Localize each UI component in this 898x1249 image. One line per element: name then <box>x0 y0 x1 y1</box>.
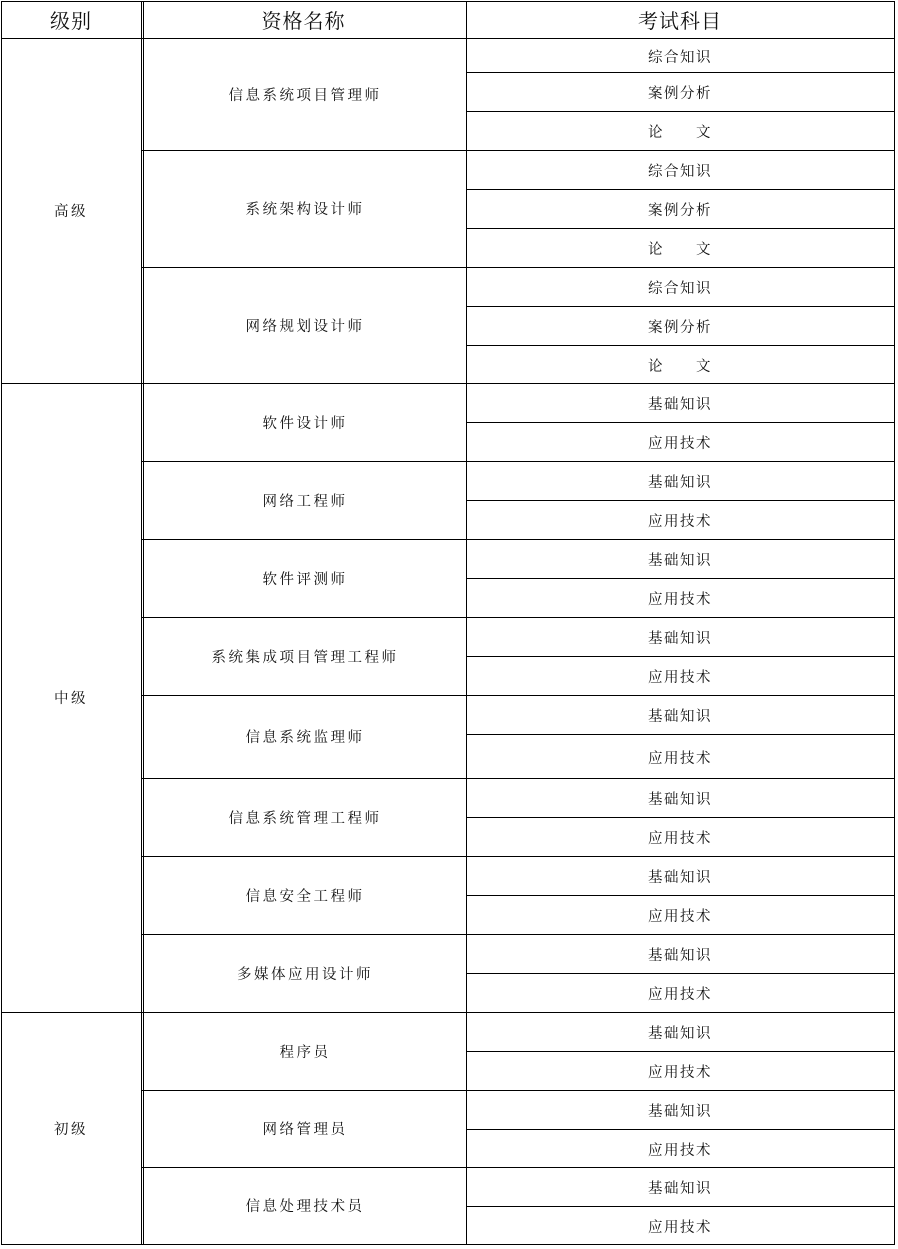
table-rule <box>141 1244 467 1245</box>
table-rule <box>894 1 895 1245</box>
exam-subject-cell: 案例分析 <box>648 203 712 219</box>
qualification-name-cell: 软件评测师 <box>262 571 348 588</box>
exam-subject-cell: 综合知识 <box>648 49 712 66</box>
qualification-name-cell: 网络工程师 <box>262 493 348 510</box>
exam-subject-cell: 应用技术 <box>648 592 712 608</box>
exam-subject-cell: 论 文 <box>648 242 712 258</box>
qualification-name-cell: 信息系统监理师 <box>245 730 365 746</box>
exam-subject-cell: 应用技术 <box>648 987 712 1003</box>
exam-subject-cell: 应用技术 <box>648 514 712 530</box>
exam-subject-cell: 应用技术 <box>648 1142 712 1159</box>
exam-subject-cell: 应用技术 <box>648 750 712 767</box>
table-rule <box>1 1 895 2</box>
table-rule <box>466 1244 895 1245</box>
exam-subject-cell: 基础知识 <box>648 948 712 964</box>
exam-subject-cell: 基础知识 <box>648 397 712 413</box>
exam-subject-cell: 综合知识 <box>648 164 712 180</box>
exam-subject-cell: 基础知识 <box>648 1181 712 1197</box>
qualification-name-cell: 网络规划设计师 <box>245 318 365 335</box>
level-cell: 中级 <box>54 691 88 707</box>
qualification-name-cell: 信息安全工程师 <box>245 888 365 905</box>
qualification-name-cell: 网络管理员 <box>262 1122 348 1138</box>
table-rule <box>1 1244 144 1245</box>
header-exam-subjects: 考试科目 <box>638 9 722 33</box>
exam-subject-cell: 应用技术 <box>648 670 712 686</box>
exam-subject-cell: 基础知识 <box>648 1026 712 1042</box>
qualification-name-cell: 系统集成项目管理工程师 <box>211 649 399 666</box>
exam-subject-cell: 基础知识 <box>648 631 712 647</box>
exam-subject-cell: 基础知识 <box>648 475 712 491</box>
exam-subject-cell: 论 文 <box>648 358 712 375</box>
exam-subject-cell: 基础知识 <box>648 553 712 569</box>
header-qualification-name: 资格名称 <box>261 9 346 33</box>
exam-subject-cell: 论 文 <box>648 125 712 141</box>
exam-subject-cell: 基础知识 <box>648 1104 712 1120</box>
qualification-name-cell: 多媒体应用设计师 <box>237 966 373 983</box>
exam-subject-cell: 应用技术 <box>648 909 712 925</box>
qualification-name-cell: 信息系统管理工程师 <box>228 810 382 827</box>
exam-subject-cell: 案例分析 <box>648 86 712 102</box>
exam-subject-cell: 应用技术 <box>648 1065 712 1081</box>
exam-subject-cell: 应用技术 <box>648 436 712 452</box>
exam-subject-cell: 基础知识 <box>648 870 712 886</box>
exam-subject-cell: 基础知识 <box>648 792 712 808</box>
qualification-name-cell: 程序员 <box>279 1044 331 1061</box>
exam-subject-cell: 综合知识 <box>648 281 712 297</box>
header-level: 级别 <box>50 9 92 33</box>
qualification-name-cell: 软件设计师 <box>262 415 348 432</box>
qualification-name-cell: 信息系统项目管理师 <box>228 87 382 104</box>
table-rule <box>141 1 142 1245</box>
exam-subject-cell: 基础知识 <box>648 709 712 725</box>
exam-subject-cell: 应用技术 <box>648 1219 712 1236</box>
qualification-name-cell: 系统架构设计师 <box>245 202 365 218</box>
exam-subject-cell: 案例分析 <box>648 320 712 336</box>
level-cell: 初级 <box>54 1121 88 1138</box>
level-cell: 高级 <box>54 204 88 220</box>
qualification-name-cell: 信息处理技术员 <box>245 1199 365 1215</box>
exam-subject-cell: 应用技术 <box>648 831 712 847</box>
